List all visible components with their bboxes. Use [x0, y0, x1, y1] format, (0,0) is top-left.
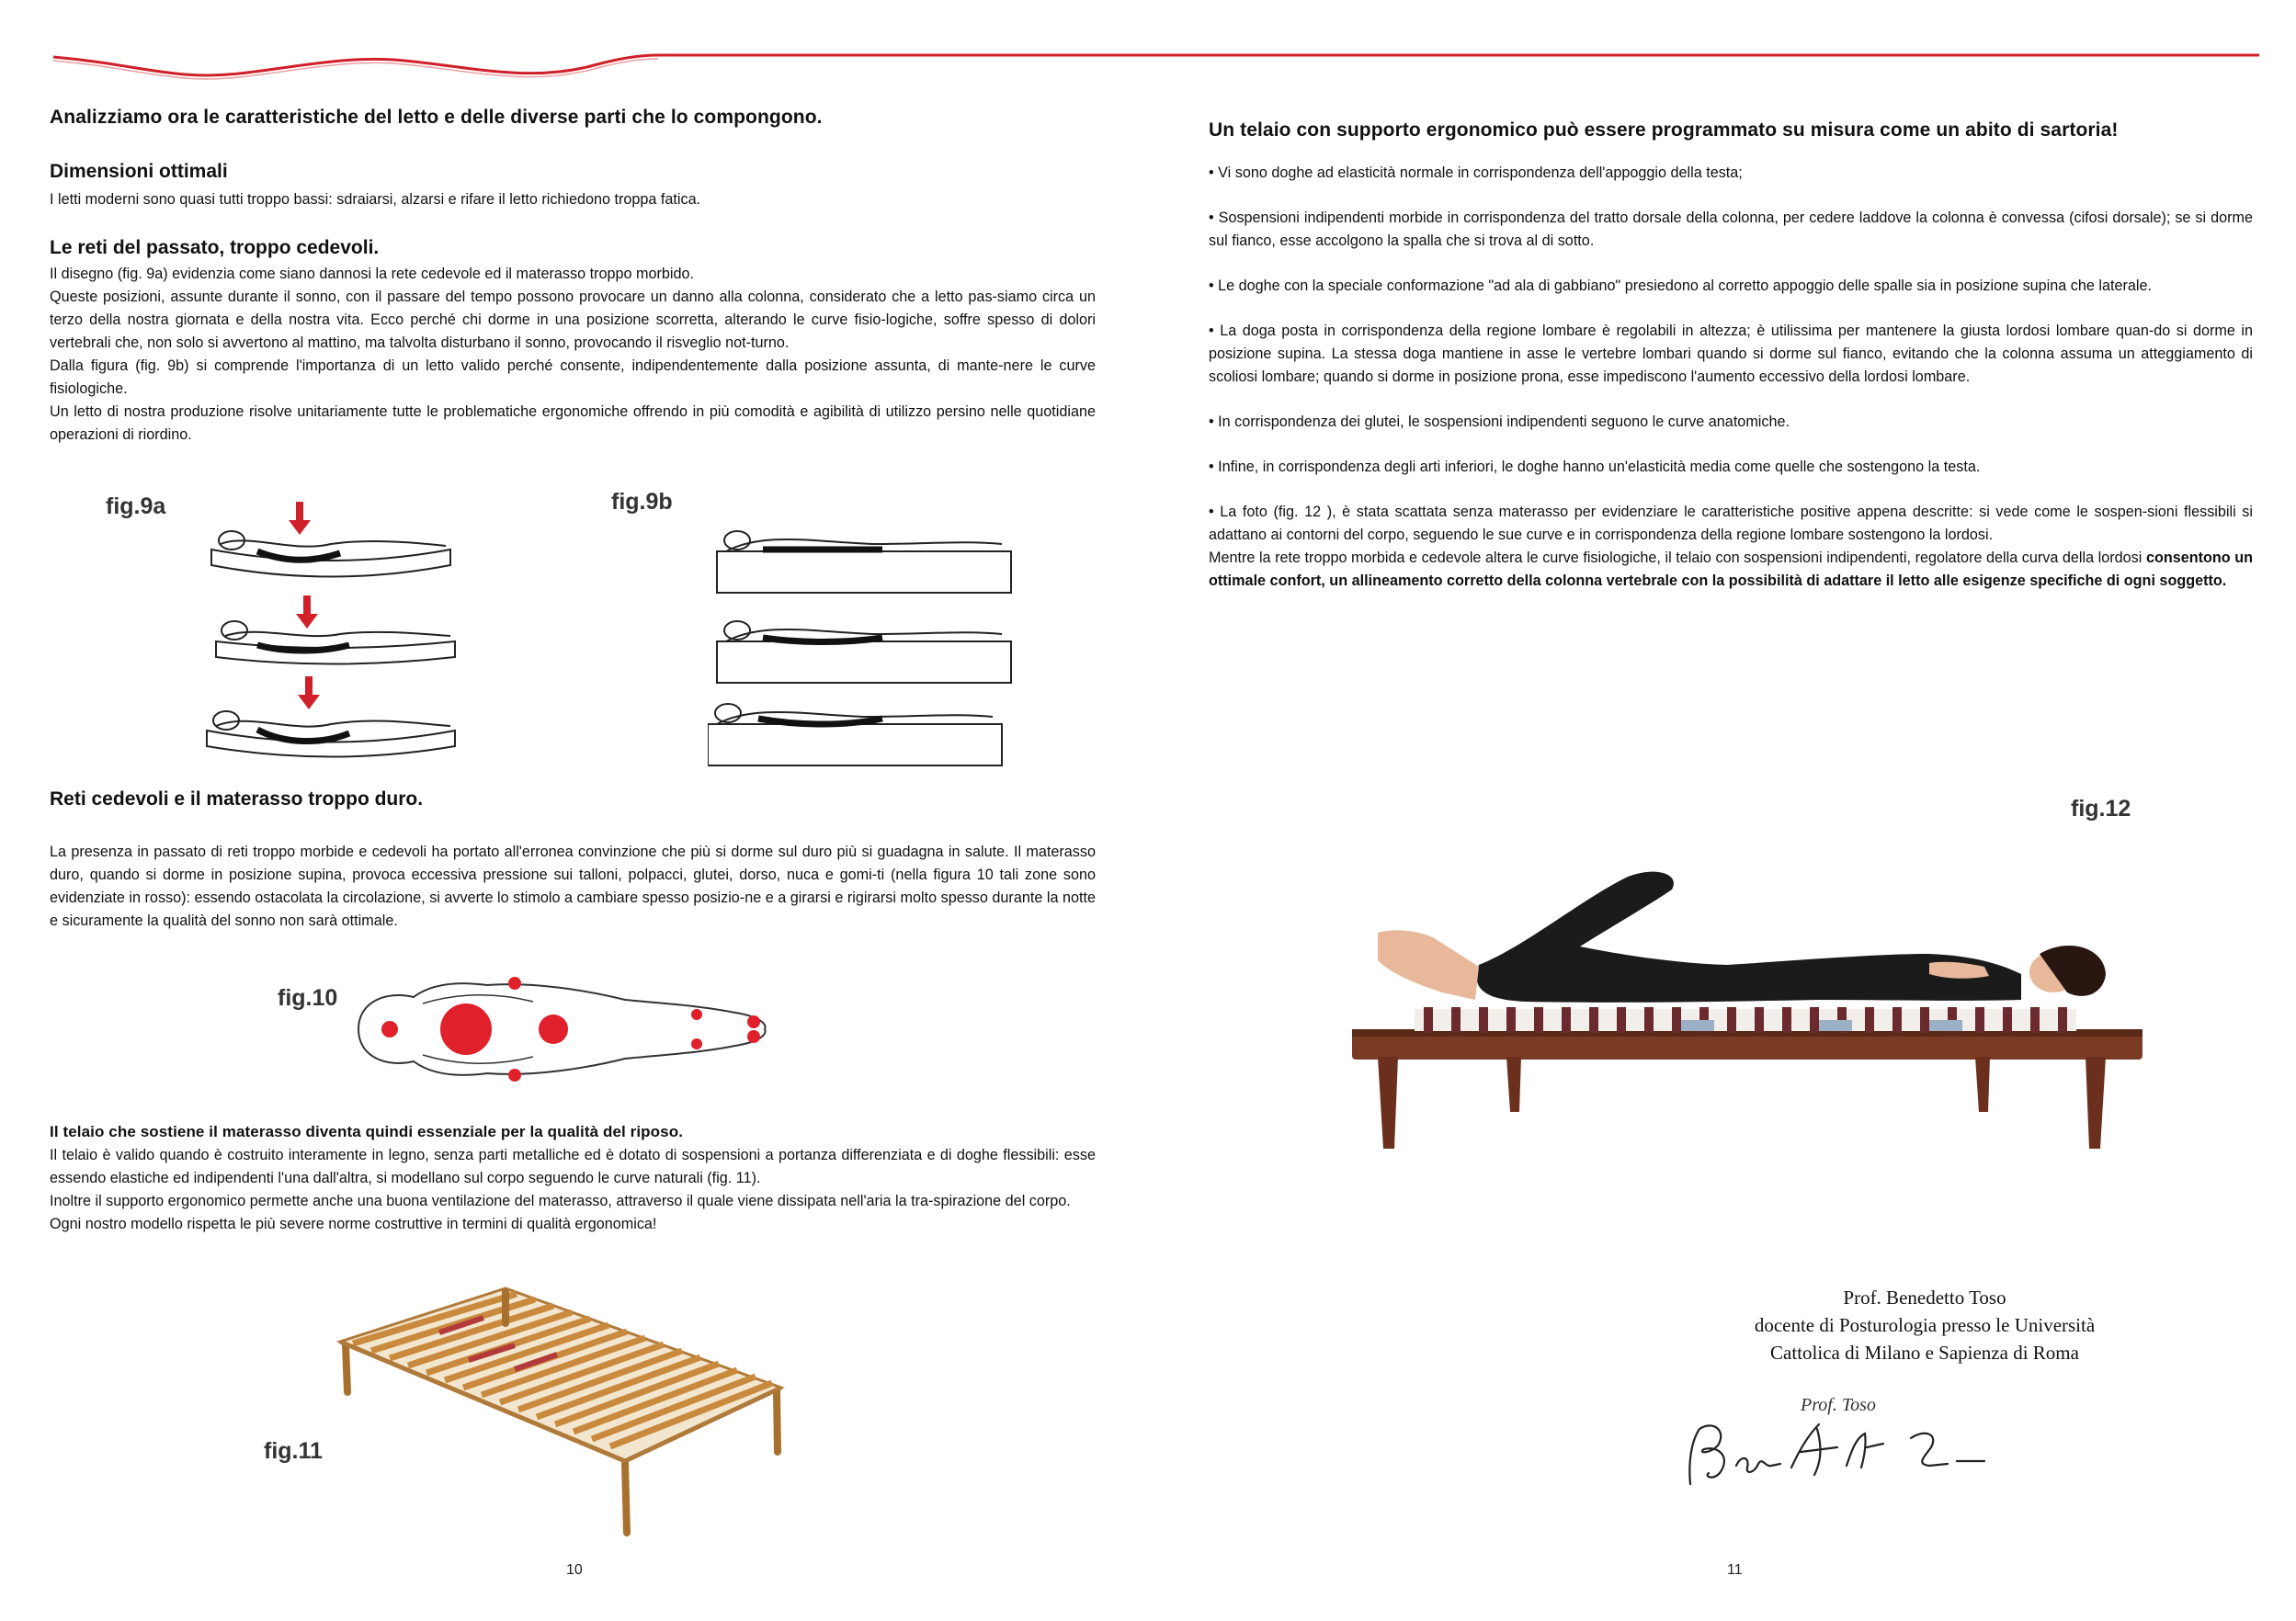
paragraph: [1209, 547, 2253, 593]
feature-list: [1209, 162, 2253, 615]
fig9a-label: fig.9a: [106, 493, 166, 519]
list-item: • Infine, in corrispondenza degli arti inferiori, le doghe hanno un'elasticità media come quelle che sostengono la testa.: [1209, 459, 1981, 475]
fig10-illustration: [349, 965, 772, 1094]
paragraph: Ogni nostro modello rispetta le più severe norme costruttive in termini di qualità ergonomica!: [50, 1216, 657, 1232]
list-item: • La doga posta in corrispondenza della regione lombare è regolabili in altezza; è utilissima per mantenere la giusta lordosi lombare quan-do si dorme in posizione supina. La stessa doga mantiene in asse le vertebre lombari quando si dorme sul fianco, evitando che la colonna assuma un atteggiamento di scoliosi lombare; quando si dorme in posizione prona, esse impediscono l'aumento eccessivo della lordosi lombare.: [1209, 323, 2253, 385]
section-title-frame: Il telaio che sostiene il materasso diventa quindi essenziale per la qualità del riposo.: [50, 1123, 684, 1140]
paragraph: Queste posizioni, assunte durante il sonno, con il passare del tempo possono provocare un danno alla colonna, considerato che a letto pas-siamo circa un terzo della nostra giornata e della nostra vita. Ecco perché chi dorme in una posizione scorretta, alterando le curve fisio-logiche, soffre spesso di dolori vertebrali che, non solo si avvertono al mattino, ma talvolta disturbano il sonno, provocando il risveglio not-turno.: [50, 289, 1096, 351]
section-body-frame: [50, 1144, 1096, 1236]
fig9b-label: fig.9b: [611, 489, 673, 515]
paragraph: Inoltre il supporto ergonomico permette anche una buona ventilazione del materasso, attraverso il quale viene dissipata nell'aria la tra-spirazione del corpo.: [50, 1193, 1071, 1209]
section-body-old-nets: [50, 263, 1096, 447]
section-title-dimensions: Dimensioni ottimali: [50, 161, 228, 182]
list-item: • Sospensioni indipendenti morbide in corrispondenza del tratto dorsale della colonna, per cedere laddove la colonna è convessa (cifosi dorsale); se si dorme sul fianco, esse accolgono la spalla che si trova al di sotto.: [1209, 210, 2253, 249]
fig11-label: fig.11: [264, 1438, 323, 1464]
section-text-dimensions: I letti moderni sono quasi tutti troppo bassi: sdraiarsi, alzarsi e rifare il letto richiedono troppa fatica.: [50, 191, 701, 208]
handwritten-caption: Prof. Toso: [1801, 1395, 1876, 1415]
paragraph-bold: consentono un ottimale confort, un allineamento corretto della colonna vertebrale con la possibilità di adattare il letto alle esigenze specifiche di ogni soggetto.: [1209, 550, 2254, 589]
list-item: • In corrispondenza dei glutei, le sospensioni indipendenti seguono le curve anatomiche.: [1209, 414, 1790, 430]
signature-block: [1626, 1284, 2223, 1366]
signature-title: docente di Posturologia presso le Università: [1754, 1314, 2096, 1336]
section-title-hard-mattress: Reti cedevoli e il materasso troppo duro.: [50, 788, 424, 810]
right-page-title: Un telaio con supporto ergonomico può essere programmato su misura come un abito di sartoria!: [1209, 119, 2119, 141]
section-text-hard-mattress: La presenza in passato di reti troppo morbide e cedevoli ha portato all'erronea convinzione che più si dorme sul duro più si guadagna in salute. Il materasso duro, quando si dorme in posizione supina, provoca eccessiva pressione sui talloni, polpacci, glutei, dorso, nuca e gomi-ti (nella figura 10 tali zone sono evidenziate in rosso): essendo ostacolata la circolazione, si avverte lo stimolo a cambiare spesso posizio-ne e a girarsi e rigirarsi molto spesso durante la notte e sicuramente la qualità del sonno non sarà ottimale.: [50, 844, 1096, 929]
fig9b-illustration: [708, 524, 1020, 781]
fig9a-illustration: [193, 496, 487, 763]
fig11-slatted-frame: [322, 1277, 800, 1553]
section-title-old-nets: Le reti del passato, troppo cedevoli.: [50, 237, 380, 258]
fig10-label: fig.10: [278, 985, 338, 1011]
right-page: [1148, 0, 2296, 1621]
intro-heading: Analizziamo ora le caratteristiche del letto e delle diverse parti che lo compongono.: [50, 107, 823, 128]
paragraph: Dalla figura (fig. 9b) si comprende l'importanza di un letto valido perché consente, indipendentemente dalla posizione assunta, di mante-nere le curve fisiologiche.: [50, 357, 1096, 397]
handwritten-signature: [1663, 1411, 2012, 1493]
signature-name: Prof. Benedetto Toso: [1843, 1287, 2006, 1309]
page-number: 11: [1727, 1562, 1743, 1578]
paragraph: Un letto di nostra produzione risolve unitariamente tutte le problematiche ergonomiche offrendo in più comodità e agibilità di utilizzo persino nelle quotidiane operazioni di riordino.: [50, 403, 1096, 443]
list-item: • Vi sono doghe ad elasticità normale in corrispondenza dell'appoggio della testa;: [1209, 164, 1743, 181]
page-number: 10: [566, 1562, 583, 1578]
fig12-label: fig.12: [2071, 796, 2131, 822]
paragraph: Il disegno (fig. 9a) evidenzia come siano dannosi la rete cedevole ed il materasso troppo morbido.: [50, 266, 694, 282]
paragraph-normal: Mentre la rete troppo morbida e cedevole altera le curve fisiologiche, il telaio con sospensioni indipendenti, regolatore della curva della lordosi: [1209, 550, 2146, 566]
paragraph: Il telaio è valido quando è costruito interamente in legno, senza parti metalliche ed è dotato di sospensioni a portanza differenziata e di doghe flessibili: esse essendo elastiche ed indipendenti l'una dall'altra, si modellano sul corpo seguendo le curve naturali (fig. 11).: [50, 1147, 1096, 1186]
list-item: • La foto (fig. 12 ), è stata scattata senza materasso per evidenziare le caratteristiche positive appena descritte: si vede come le sospen-sioni flessibili si adattano ai contorni del corpo, seguendo le sue curve e in corrispondenza della regione lombare sostengono la lordosi.: [1209, 504, 2253, 543]
fig12-photo-woman-on-frame: [1341, 845, 2150, 1158]
signature-affiliation: Cattolica di Milano e Sapienza di Roma: [1770, 1342, 2079, 1364]
list-item: • Le doghe con la speciale conformazione "ad ala di gabbiano" presiedono al corretto appoggio delle spalle sia in posizione supina che laterale.: [1209, 278, 2152, 294]
